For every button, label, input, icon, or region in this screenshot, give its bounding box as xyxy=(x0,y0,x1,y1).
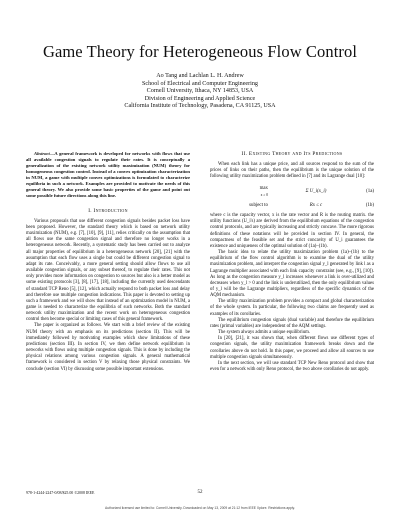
body-paragraph: The basic idea to relate the utility maximization problem (1a)–(1b) to the equilibrium of the flow control algorithm is to examine the dual of the utility maximization problem, and interpret the congestion signal y_l generated by link l as a Lagrange multiplier associated with each link capacity constraint (see, e.g., [9], [10]). As long as the congestion measure y_l increases whenever a link is over-utilized and decreases when y_l > 0 and the link is underutilized, then the only equilibrium values of y_l will be the Lagrange multipliers, regardless of the specific dynamics of the AQM mechanism. xyxy=(210,250,374,299)
equation-max-subscript: x ≥ 0 xyxy=(260,192,268,197)
left-column xyxy=(26,151,190,373)
isbn-footer: 978-1-4244-2247-0/08/$25.00 ©2008 IEEE xyxy=(26,491,95,495)
equation-number: (1a) xyxy=(366,189,374,195)
abstract xyxy=(26,151,190,199)
affiliation-line: Division of Engineering and Applied Science xyxy=(144,95,256,102)
author-names: Ao Tang and Lachlan L. H. Andrew xyxy=(156,73,244,79)
section-heading-existing-theory: II. Existing Theory and Its Predictions xyxy=(241,151,343,157)
affiliation-line: Cornell University, Ithaca, NY 14853, USA xyxy=(146,88,254,95)
affiliation-line: California Institute of Technology, Pasadena, CA 91125, USA xyxy=(124,103,276,110)
paper-title: Game Theory for Heterogeneous Flow Control xyxy=(42,42,358,61)
body-paragraph: When each link has a unique price, and all sources respond to the sum of the prices of links on their paths, then the equilibrium is the unique solution of the following utility maximization problem defined in [7] and its Lagrange dual [10]: xyxy=(210,162,374,180)
claim-item: The equilibrium congestion signals (dual variable) and therefore the equilibrium rates (primal variables) are independent of the AQM settings. xyxy=(210,317,374,329)
section-heading-introduction: I. Introduction xyxy=(88,207,128,214)
equation-constraint-expr: Rx ≤ c xyxy=(309,202,323,208)
body-paragraph: where c is the capacity vector, x is the rate vector and R is the routing matrix. the utility functions (U_i's) are derived from the equilibrium equations of the congestion control protocols, and are typically increasing and strictly concave. The more rigorous definitions of these notations will be provided in section IV. In general, the compactness of the feasible set and the strict concavity of U_i guarantees the existence and uniqueness of the optimal solution of (1a)–(1b). xyxy=(210,213,374,249)
equation-objective-expr: Σ U_i(x_i) xyxy=(305,189,327,195)
body-paragraph: The paper is organized as follows. We start with a brief review of the existing NUM theory with an emphasis on its predictions (section II). This will be immediately followed by motivating examples which show limitations of these predictions (section III). In section IV, we then define network equilibrium in networks with flows using multiple congestion signals. This is done by including the physical relations among various congestion signals. A general mathematical framework is considered in section V by relaxing those physical constraints. We conclude (section VI) by discussing some possible important extensions. xyxy=(26,323,190,372)
claim-item: The system always admits a unique equilibrium. xyxy=(218,330,310,336)
equation-subject-to: subject to xyxy=(249,202,268,208)
body-paragraph: Various proposals that use different congestion signals besides packet loss have been proposed. However, the standard theory which is based on network utility maximization (NUM), e.g. [7], [10], [9], [11], relies critically on the assumption that all flows use the same congestion signal and therefore no longer works in a heterogeneous network. Recently, a systematic study has been carried out to analyze all major properties of equilibrium in a heterogeneous network [20], [21] with the assumption that each flow uses a single but could be different congestion signal to adapt its rate. Conceivably, a more general setting should allow flows to use all available congestion signals, or any subset thereof, to regulate their rates. This not only provides more information on congestion to sources but also is a better model as some existing protocols [3], [8], [17], [18], including the currently used descendants of standard TCP Reno [5], [12], which actually respond to both packet loss and delay and therefore use multiple congestion indications. This paper is devoted to setting up such a framework and we will show that instead of an optimization model in NUM, a game is needed to characterize the equilibria of such networks. Both the standard network utility maximization and the recent work on heterogeneous congestion control then become special or limiting cases of this general framework. xyxy=(26,218,190,323)
equation-max-label: max x ≥ 0 xyxy=(259,185,268,197)
equation-constraint xyxy=(210,203,374,209)
page-number: 52 xyxy=(197,490,203,495)
abstract-lead: Abstract xyxy=(34,151,50,156)
abstract-text: —A general framework is developed for networks with flows that use all available congestion signals to regulate their rates. It is conceptually a generalization of the existing network utility maximization (NUM) theory for homogeneous congestion control. Instead of a convex optimization characterization in NUM, a game with multiple convex optimizations is formulated to characterize equilibria in such a network. Examples are provided to motivate the needs of this general theory. We also provide some basic properties of the game and point out some possible future directions along this line. xyxy=(26,151,190,198)
affiliation-line: School of Electrical and Computer Engineering xyxy=(142,80,258,87)
equation-number: (1b) xyxy=(365,202,374,208)
license-notice: Authorized licensed use limited to: Cornell University. Downloaded on May 13, 2009 at 21:12 from IEEE Xplore. Restrictions apply. xyxy=(105,506,295,510)
right-column xyxy=(210,151,374,373)
body-paragraph: The utility maximization problem provides a compact and global characterization of the whole system. In particular, the following two claims are frequently used as examples of its corollaries. xyxy=(210,299,374,317)
equation-objective xyxy=(210,186,374,199)
body-paragraph: In the next section, we will use standard TCP New Reno protocol and show that even for a network with only Reno protocol, the two above corollaries do not apply. xyxy=(210,360,374,372)
body-paragraph: In [20], [21], it was shown that, when different flows use different types of congestion signals, the utility maximization framework breaks down and the corollaries above do not hold. In this paper, we proceed and allow all sources to use multiple congestion signals simultaneously. xyxy=(210,336,374,360)
author-block xyxy=(0,73,400,111)
